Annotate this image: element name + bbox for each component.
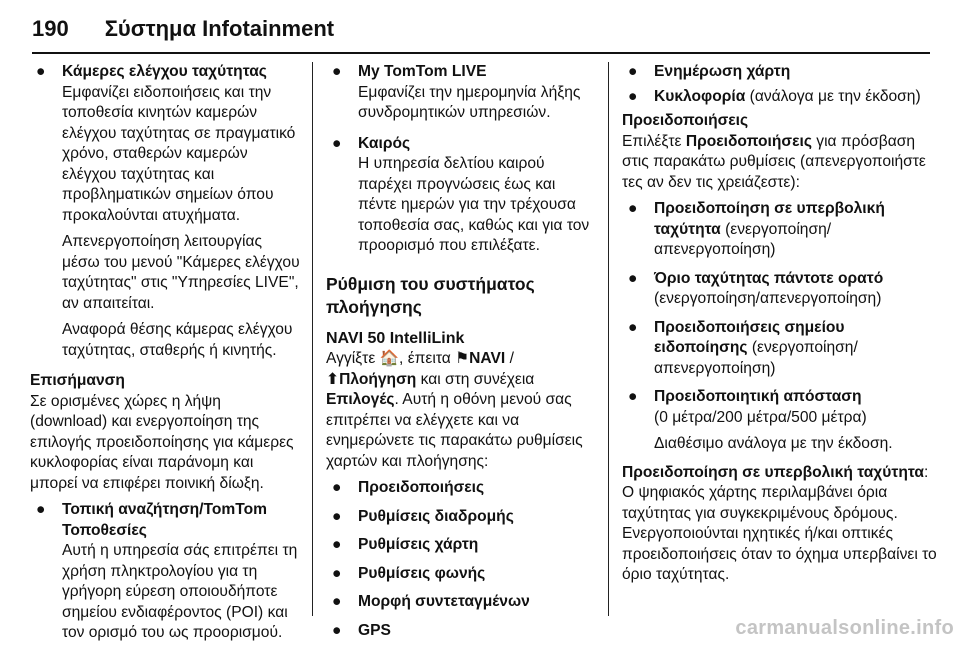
bullet-dot: ●	[332, 564, 342, 582]
navi-flag-icon: ⚑	[455, 350, 470, 367]
bullet-text: (ανάλογα με την έκδοση)	[745, 87, 921, 105]
bullet-weather	[326, 134, 594, 263]
bullet-local-search	[30, 500, 302, 650]
bullet-dot: ●	[332, 63, 342, 80]
list-item	[326, 507, 594, 528]
list-item	[622, 269, 938, 310]
list-item	[326, 535, 594, 556]
page-number: 190	[32, 16, 69, 41]
bullet-dot: ●	[628, 200, 638, 217]
settings-list	[326, 478, 594, 641]
navigation-arrow-icon: ⬆	[326, 370, 340, 388]
bullet-title: Τοπική αναζήτηση/TomTom Τοποθεσίες	[62, 501, 267, 539]
list-item	[326, 564, 594, 585]
list-item-label: Ρυθμίσεις διαδρομής	[358, 507, 514, 525]
bullet-dot: ●	[332, 593, 342, 610]
instruction-text: και στη συνέχεια	[416, 370, 535, 388]
paragraph-text: για πρόσβαση στις παρακάτω ρυθμίσεις (απενεργοποιήστε τες αν δεν τις χρειάζεστε):	[622, 132, 926, 191]
instruction-text: . Αυτή η οθόνη μενού σας επιτρέπει να ελέγχετε και να ενημερώνετε τις παρακάτω ρυθμίσεις χαρτών και πλοήγησης:	[326, 391, 583, 470]
subsection-title: NAVI 50 IntelliLink	[326, 329, 465, 347]
warnings-label: Προειδοποιήσεις	[685, 132, 812, 150]
list-item-text: (ενεργοποίηση/απενεργοποίηση)	[654, 220, 832, 258]
page-header	[32, 16, 334, 52]
list-item	[326, 592, 594, 613]
paragraph: Εμφανίζει ειδοποιήσεις και την τοποθεσία κινητών καμερών ελέγχου ταχύτητας σε πραγματικό χρόνο, σταθερών καμερών ελέγχου ταχύτητας και προβληματικών σημείων όπου προκαλούνται ατυχήματα.	[62, 83, 296, 224]
bullet-title: Κυκλοφορία	[654, 87, 746, 105]
warnings-paragraph	[622, 132, 938, 194]
list-item	[622, 199, 938, 261]
options-label: Επιλογές	[326, 391, 395, 408]
list-item-title: Προειδοποιητική απόσταση	[654, 388, 862, 405]
list-item-title: Προειδοποιήσεις σημείου ειδοποίησης	[654, 318, 845, 356]
bullet-title: Ενημέρωση χάρτη	[654, 63, 791, 80]
paragraph-text: Επιλέξτε	[622, 132, 682, 150]
list-item	[326, 478, 594, 499]
list-item-label: Προειδοποιήσεις	[358, 479, 485, 496]
list-item-note: Διαθέσιμο ανάλογα με την έκδοση.	[654, 435, 893, 452]
list-item-label: Μορφή συντεταγμένων	[358, 593, 530, 610]
list-item-title: Όριο ταχύτητας πάντοτε ορατό	[654, 269, 884, 287]
column-divider-1	[312, 62, 313, 616]
instruction-text: /	[505, 350, 514, 367]
bullet-dot: ●	[36, 501, 46, 518]
section-title: Ρύθμιση του συστήματος πλοήγησης	[326, 273, 535, 317]
bullet-speed-cameras	[30, 62, 302, 367]
list-item-title: Προειδοποίηση σε υπερβολική ταχύτητα	[654, 200, 885, 238]
instruction-paragraph	[326, 349, 594, 472]
final-text: : Ο ψηφιακός χάρτης περιλαμβάνει όρια ταχύτητας για συγκεκριμένους δρόμους. Ενεργοποιούνται ηχητικές ή/και οπτικές προειδοποιήσεις όταν το όχημα υπερβαίνει το όριο ταχύτητας.	[622, 463, 937, 583]
bullet-my-tomtom-live	[326, 62, 594, 130]
list-item-text: (ενεργοποίηση/απενεργοποίηση)	[654, 290, 882, 307]
watermark: carmanualsonline.info	[735, 617, 954, 639]
bullet-dot: ●	[332, 536, 342, 553]
column-2	[326, 62, 594, 649]
list-item	[622, 387, 938, 455]
list-item-text: (ενεργοποίηση/απενεργοποίηση)	[654, 339, 858, 377]
bullet-map-update	[622, 62, 938, 83]
paragraph: Αναφορά θέσης κάμερας ελέγχου ταχύτητας, σταθερής ή κινητής.	[62, 321, 293, 359]
bullet-dot: ●	[332, 507, 342, 525]
bullet-dot: ●	[332, 134, 342, 152]
list-item-label: Ρυθμίσεις φωνής	[358, 564, 486, 582]
list-item	[326, 621, 594, 642]
final-paragraph	[622, 463, 938, 586]
paragraph: Απενεργοποίηση λειτουργίας μέσω του μενού "Κάμερες ελέγχου ταχύτητας" στις "Υπηρεσίες LIVE", αν απαιτείται.	[62, 233, 300, 312]
bullet-dot: ●	[628, 87, 638, 105]
column-divider-2	[608, 62, 609, 616]
final-title: Προειδοποίηση σε υπερβολική ταχύτητα	[622, 463, 924, 481]
bullet-dot: ●	[628, 318, 638, 336]
list-item-label: GPS	[358, 621, 391, 639]
paragraph: Εμφανίζει την ημερομηνία λήξης συνδρομητικών υπηρεσιών.	[358, 83, 581, 121]
page-title: Σύστημα Infotainment	[104, 16, 335, 41]
warnings-heading: Προειδοποιήσεις	[622, 112, 749, 129]
bullet-dot: ●	[332, 621, 342, 639]
bullet-dot: ●	[332, 479, 342, 496]
list-item-text: (0 μέτρα/200 μέτρα/500 μέτρα)	[654, 408, 867, 426]
navi-label: NAVI	[469, 350, 506, 367]
column-3	[622, 62, 938, 592]
bullet-dot: ●	[36, 63, 46, 80]
instruction-text: Αγγίξτε	[326, 350, 376, 367]
header-rule	[32, 52, 930, 54]
bullet-title: Κάμερες ελέγχου ταχύτητας	[62, 63, 267, 80]
note-text: Σε ορισμένες χώρες η λήψη (download) και ενεργοποίηση της επιλογής προειδοποίησης για κάμερες κυκλοφορίας είναι παράνομη και μπορεί να επιφέρει ποινική δίωξη.	[30, 392, 294, 492]
bullet-dot: ●	[628, 269, 638, 287]
bullet-traffic	[622, 87, 938, 108]
warnings-list	[622, 199, 938, 455]
list-item-label: Ρυθμίσεις χάρτη	[358, 536, 479, 553]
bullet-dot: ●	[628, 63, 638, 80]
navigation-label: Πλοήγηση	[339, 370, 417, 388]
bullet-title: Καιρός	[358, 134, 411, 152]
list-item	[622, 318, 938, 380]
instruction-text: , έπειτα	[399, 350, 451, 367]
home-icon: 🏠	[379, 350, 400, 367]
bullet-title: My TomTom LIVE	[358, 63, 487, 80]
column-1	[30, 62, 302, 654]
paragraph: Αυτή η υπηρεσία σάς επιτρέπει τη χρήση πληκτρολογίου για τη γρήγορη εύρεση οποιουδήποτε σημείου ενδιαφέροντος (POI) και τον ορισμό του ως προορισμού.	[62, 542, 298, 641]
bullet-dot: ●	[628, 388, 638, 405]
note-title: Επισήμανση	[30, 372, 125, 389]
paragraph: Η υπηρεσία δελτίου καιρού παρέχει προγνώσεις έως και πέντε ημερών για την τρέχουσα τοποθεσία σας, καθώς και για τον προορισμό που επιλέξατε.	[358, 155, 590, 254]
